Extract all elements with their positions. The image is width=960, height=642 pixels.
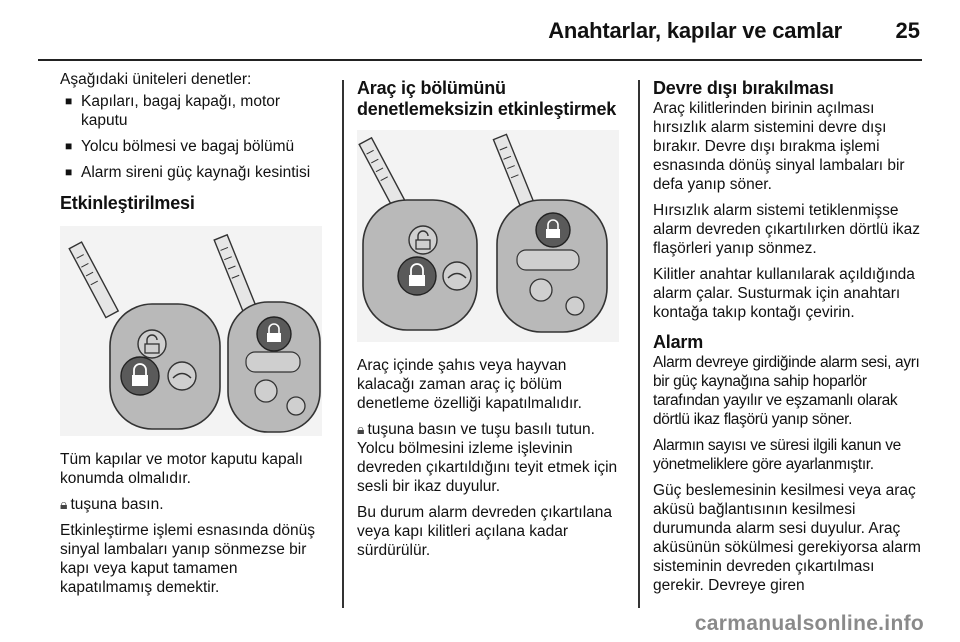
- column-divider-2: [638, 80, 640, 608]
- section-heading: Araç iç bölümünü denetlemeksizin etkinleştirmek: [357, 78, 617, 119]
- paragraph: Alarmın sayısı ve süresi ilgili kanun ve yönetmeliklere göre ayarlanmıştır.: [653, 437, 901, 473]
- section-heading: Etkinleştirilmesi: [60, 193, 195, 213]
- paragraph: Tüm kapılar ve motor kaputu kapalı konumda olmalıdır.: [60, 451, 303, 487]
- key-fob-drawing: [60, 226, 322, 436]
- paragraph: Araç içinde şahıs veya hayvan kalacağı zaman araç iç bölüm denetleme özelliği kapatılmalıdır.: [357, 357, 582, 412]
- column-3: [653, 70, 923, 602]
- column-divider-1: [342, 80, 344, 608]
- lock-icon: 🔒︎: [357, 421, 365, 437]
- section-heading: Alarm: [653, 332, 704, 352]
- car-trunk-icon: [168, 362, 196, 390]
- paragraph: Güç beslemesinin kesilmesi veya araç aküsü bağlantısının kesilmesi durumunda alarm sesi duyulur. Araç aküsünün sökülmesi gerekiyorsa alarm sisteminin devreden çıkartılması gerekir. Devreye giren: [653, 482, 921, 594]
- paragraph-with-icon: [60, 495, 328, 514]
- paragraph: Alarm devreye girdiğinde alarm sesi, ayrı bir güç kaynağına sahip hoparlör tarafından yayılır ve eşzamanlı olarak dörtlü ikaz flaşörü yanıp söner.: [653, 354, 920, 428]
- lock-icon: 🔒︎: [60, 496, 68, 512]
- paragraph: Araç kilitlerinden birinin açılması hırsızlık alarm sistemini devre dışı bırakır. Devre dışı bırakma işlemi esnasında dönüş sinyal lambaları bir defa yanıp söner.: [653, 100, 905, 193]
- column-1: [60, 70, 328, 604]
- paragraph-with-icon: [357, 420, 625, 496]
- paragraph: Hırsızlık alarm sistemi tetiklenmişse alarm devreden çıkartılırken dörtlü ikaz flaşörleri yanıp sönmez.: [653, 202, 921, 257]
- paragraph: Etkinleştirme işlemi esnasında dönüş sinyal lambaları yanıp sönmezse bir kapı veya kaput tamamen kapatılmamış demektir.: [60, 522, 316, 596]
- paragraph: Kilitler anahtar kullanılarak açıldığında alarm çalar. Susturmak için anahtarı kontağa takıp kontağı çevirin.: [653, 266, 915, 321]
- key-fob-drawing: [357, 130, 619, 342]
- key-fob-illustration: [357, 130, 619, 342]
- paragraph-text: tuşuna basın ve tuşu basılı tutun. Yolcu bölmesini izleme işlevinin devreden çıkartıldığını teyit etmek için sesli bir ikaz duyulur.: [357, 421, 618, 495]
- paragraph: Bu durum alarm devreden çıkartılana veya kapı kilitleri açılana kadar sürdürülür.: [357, 504, 613, 559]
- paragraph-text: tuşuna basın.: [70, 496, 164, 513]
- key-fob-illustration: [60, 226, 322, 436]
- list-item: ■ Yolcu bölmesi ve bagaj bölümü: [60, 137, 328, 156]
- column-2: [357, 70, 625, 567]
- watermark: carmanualsonline.info: [694, 612, 924, 635]
- page-number: 25: [895, 18, 920, 43]
- intro-text: Aşağıdaki üniteleri denetler:: [60, 71, 252, 88]
- bullet-list: [60, 92, 328, 182]
- page-header-title: Anahtarlar, kapılar ve camlar: [548, 18, 842, 43]
- list-item: ■ Kapıları, bagaj kapağı, motor kaputu: [60, 92, 328, 130]
- list-item: ■ Alarm sireni güç kaynağı kesintisi: [60, 163, 328, 182]
- section-heading: Devre dışı bırakılması: [653, 78, 834, 98]
- header-rule: [38, 59, 922, 61]
